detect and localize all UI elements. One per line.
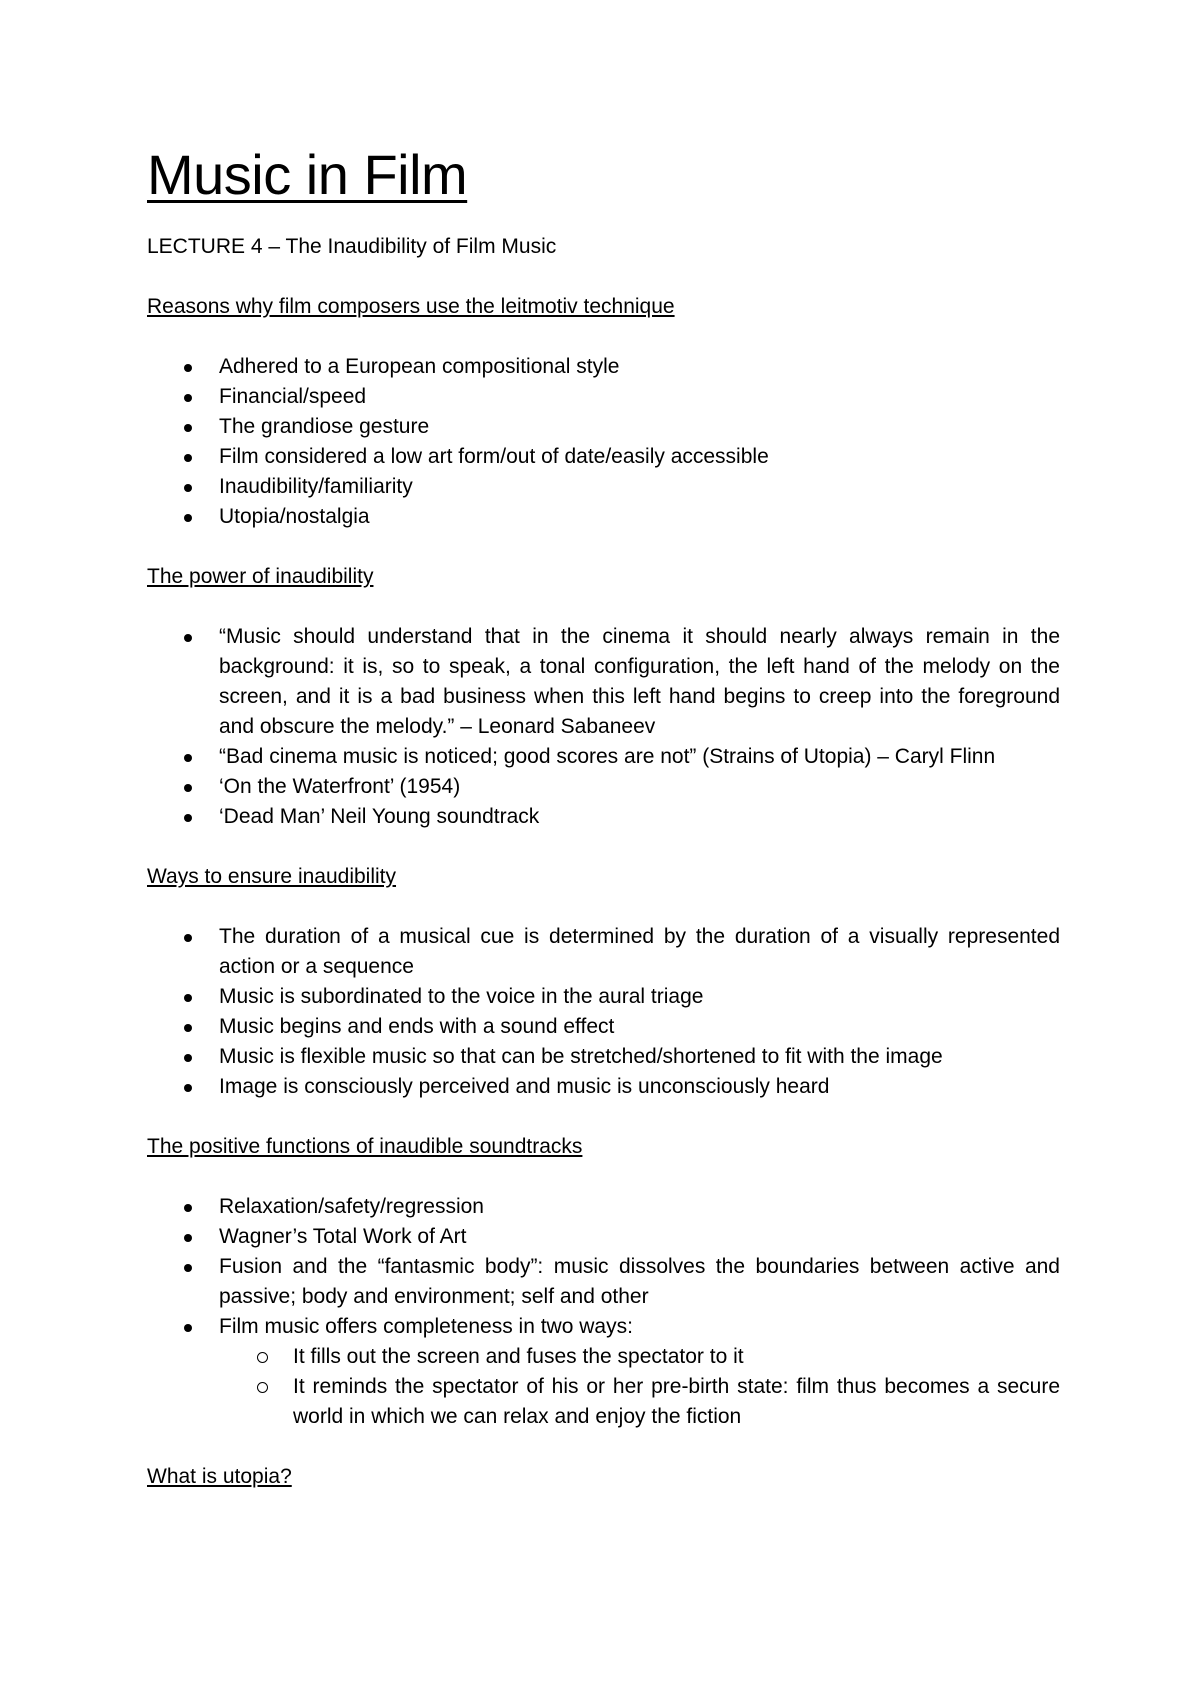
sub-list-item: It reminds the spectator of his or her pre-birth state: film thus becomes a secure world in which we can relax and enjoy the fiction bbox=[147, 1372, 1060, 1432]
bullet-list bbox=[147, 352, 1060, 532]
list-item: Music begins and ends with a sound effect bbox=[147, 1012, 1060, 1042]
bullet-icon bbox=[184, 1054, 192, 1062]
hollow-circle-bullet-icon bbox=[257, 1352, 268, 1363]
bullet-icon bbox=[184, 1264, 192, 1272]
document-page bbox=[147, 140, 1060, 1522]
list-item: Wagner’s Total Work of Art bbox=[147, 1222, 1060, 1252]
list-item: Music is flexible music so that can be stretched/shortened to fit with the image bbox=[147, 1042, 1060, 1072]
bullet-icon bbox=[184, 754, 192, 762]
section-heading: What is utopia? bbox=[147, 1465, 292, 1488]
lecture-subtitle: LECTURE 4 – The Inaudibility of Film Music bbox=[147, 235, 557, 258]
section-heading: The power of inaudibility bbox=[147, 565, 374, 588]
list-item: Utopia/nostalgia bbox=[147, 502, 1060, 532]
section-heading: Ways to ensure inaudibility bbox=[147, 865, 397, 888]
list-item: “Bad cinema music is noticed; good scores are not” (Strains of Utopia) – Caryl Flinn bbox=[147, 742, 1060, 772]
bullet-icon bbox=[184, 1024, 192, 1032]
bullet-list bbox=[147, 1192, 1060, 1432]
list-item: Music is subordinated to the voice in the aural triage bbox=[147, 982, 1060, 1012]
list-item: Fusion and the “fantasmic body”: music dissolves the boundaries between active and passive; body and environment; self and other bbox=[147, 1252, 1060, 1312]
sub-list-item: It fills out the screen and fuses the spectator to it bbox=[147, 1342, 1060, 1372]
bullet-icon bbox=[184, 1204, 192, 1212]
bullet-icon bbox=[184, 1234, 192, 1242]
list-item: ‘Dead Man’ Neil Young soundtrack bbox=[147, 802, 1060, 832]
section-heading: The positive functions of inaudible soundtracks bbox=[147, 1135, 583, 1158]
hollow-circle-bullet-icon bbox=[257, 1382, 268, 1393]
document-title: Music in Film bbox=[147, 143, 468, 206]
bullet-icon bbox=[184, 424, 192, 432]
bullet-list bbox=[147, 922, 1060, 1102]
list-item: Relaxation/safety/regression bbox=[147, 1192, 1060, 1222]
sub-bullet-list bbox=[219, 1342, 1060, 1432]
bullet-list bbox=[147, 622, 1060, 832]
list-item: ‘On the Waterfront’ (1954) bbox=[147, 772, 1060, 802]
list-item: Image is consciously perceived and music is unconsciously heard bbox=[147, 1072, 1060, 1102]
bullet-icon bbox=[184, 364, 192, 372]
list-item: Adhered to a European compositional style bbox=[147, 352, 1060, 382]
list-item: The grandiose gesture bbox=[147, 412, 1060, 442]
list-item: Inaudibility/familiarity bbox=[147, 472, 1060, 502]
bullet-icon bbox=[184, 1324, 192, 1332]
bullet-icon bbox=[184, 994, 192, 1002]
list-item: Film music offers completeness in two ways: It fills out the screen and fuses the spectator to it It reminds the spectator of his or her pre-birth state: film thus becomes a secure world in which we can relax and enjoy the fiction bbox=[147, 1312, 1060, 1432]
bullet-icon bbox=[184, 514, 192, 522]
bullet-icon bbox=[184, 634, 192, 642]
bullet-icon bbox=[184, 484, 192, 492]
section-heading: Reasons why film composers use the leitmotiv technique bbox=[147, 295, 675, 318]
list-item: Film considered a low art form/out of date/easily accessible bbox=[147, 442, 1060, 472]
list-item: Financial/speed bbox=[147, 382, 1060, 412]
list-item: The duration of a musical cue is determined by the duration of a visually represented action or a sequence bbox=[147, 922, 1060, 982]
list-item: “Music should understand that in the cinema it should nearly always remain in the background: it is, so to speak, a tonal configuration, the left hand of the melody on the screen, and it is a bad business when this left hand begins to creep into the foreground and obscure the melody.” – Leonard Sabaneev bbox=[147, 622, 1060, 742]
bullet-icon bbox=[184, 814, 192, 822]
bullet-icon bbox=[184, 1084, 192, 1092]
bullet-icon bbox=[184, 934, 192, 942]
bullet-icon bbox=[184, 784, 192, 792]
bullet-icon bbox=[184, 454, 192, 462]
bullet-icon bbox=[184, 394, 192, 402]
